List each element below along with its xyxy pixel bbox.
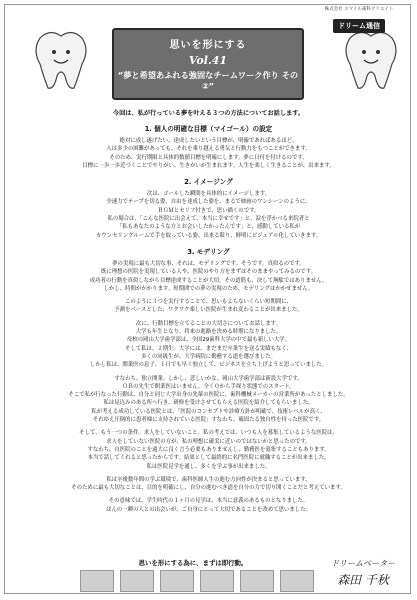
page-title: 思いを形にする [169, 40, 247, 51]
paragraph-line: 求人をしていない医院の方が、私の理想に確実に近いのではないかと思ったのです。 [106, 438, 311, 445]
paragraph-line: しかし私は、開業医の息子。１日でも早く独立して、ビジネスを立ち上げようと思っていました。 [90, 362, 327, 369]
paragraph-line: そして、もう一つの条件。求人をしていないこと。私の考えでは、いつも人を募集しているような医院は、 [79, 430, 338, 437]
volume-label: Vol.41 [188, 54, 228, 67]
photo-strip [80, 570, 310, 592]
intro-text: 今回は、私が行っている夢を叶える３つの方法についてお話します。 [112, 110, 305, 117]
paragraph-line: そのために最も大切なことは、目的を明確にし、自分の進むべき道を自分の力で切り開くことだと考えています。 [71, 485, 346, 492]
paragraph-line: その意味では、学生時代の１ヶ月の見学は、本当に意義のあるものとなりました。 [108, 498, 309, 505]
sections-container [12, 123, 405, 514]
paragraph [12, 497, 405, 514]
tooth-mascot-icon [340, 26, 402, 92]
paragraph-line: 私の場合は、「こんな医院に出会えて、本当に幸せです」と、涙を浮かべる来院者と [107, 216, 310, 223]
paragraph [12, 320, 405, 370]
section-title: 2. イメージング [184, 178, 233, 187]
paragraph-line: そこで私が行なった行動は、自分と同じ大学出身の先輩の医院に、歯科機械メーカーの営業所があったとしました。 [68, 392, 349, 399]
section-title: 1. 個人の明確な目標（マイゴール）の設定 [144, 125, 273, 133]
header [0, 0, 417, 110]
paragraph [12, 137, 405, 170]
paragraph-line: 予測をベースとした、ワクワク楽しい医院が生まれ変わることが出来ました。 [114, 307, 303, 314]
paragraph [12, 298, 405, 315]
clinic-photo [280, 570, 314, 592]
paragraph [12, 476, 405, 493]
paragraph-line: すなわち、独立開業。しかし、悲しいかな、岡山大学歯学部は新設大学です。 [114, 375, 303, 382]
clinic-photo [80, 570, 114, 592]
clinic-photo [160, 570, 194, 592]
clinic-photo [240, 570, 274, 592]
section-title: 3. モデリング [187, 247, 230, 256]
paragraph [12, 260, 405, 293]
paragraph-line: しかし、時間がかかります。短期間での夢の実現のため、モデリングはかかせません。 [103, 285, 314, 292]
paragraph-line: このように３つを実行することで、思いもよらないくらい短期間に、 [124, 299, 292, 306]
paragraph-line: そのため、実行期限と具体的数値目標を明確にします。夢に日付を付けるのです。 [109, 154, 308, 161]
clinic-photo [200, 570, 234, 592]
paragraph-line: ほんの一瞬の人との出会いが、ご自身にとって大切であることを改めて思いました。 [106, 506, 311, 513]
paragraph-line: 本当で話してくれると思ったからです。結果として最終的に名門医院に就職することが出来ました。 [87, 455, 330, 462]
paragraph-line: 次は、ゴールした瞬間を具体的にイメージします。 [146, 191, 271, 198]
paragraph-line: すなわち、自医院のことを遠大に良く言う必要もありませんし、勤務医を募集することもあります。 [87, 446, 330, 453]
paragraph-line: 「私もあなたのような方とお会いしたかったんです」と、感動している私が [116, 224, 301, 231]
paragraph-line: 成功者の行動を真似しながら目標達成することが大切。その道筋も、決して無駄ではありません。 [89, 277, 328, 284]
paragraph-line: 夢の実現に最も大切な事、それは、モデリングです。そうです。真似るのです。 [112, 260, 305, 267]
paragraph [12, 190, 405, 240]
signature-name: 森田 千秋 [337, 573, 389, 587]
brand-company: 株式会社 スマイル歯科クリエイト [324, 7, 394, 12]
paragraph-line: 多くの同級生が、大学病院に勤務する道を選びました。 [141, 353, 276, 360]
paragraph-line: 私は見込みのある所へ行き、研修を受けさせてもらえる医院を紹介してもらいました。 [103, 400, 314, 407]
paragraph-line: 私は医院見学を通し、多くを学ぶ事が出来ました。 [146, 463, 271, 470]
paragraph-line: 私が考える成功している医院とは、「医院のコンセプトや診療方針が明確で、技術レベルが高く、 [91, 408, 326, 415]
paragraph-line: 既に理想の医院を実現している人や、医院のやり方をまずはそのままやってみるのです。 [100, 269, 317, 276]
paragraph [12, 429, 405, 470]
paragraph-line: ＢＧＭとセリフ付きで、思い描くのです。 [157, 207, 260, 214]
paragraph-line: 母校の岡山大学歯学部は、全国29歯科大学の中で最も新しい大学。 [126, 337, 291, 344]
paragraph-line: 次に、行動目標を立てることの大切さについてお話します。 [135, 320, 281, 327]
title-box [112, 28, 304, 100]
paragraph-line: それゆえ圧倒的に患者様に支持されている医院」すなわち、確固たる独自性を持った医院です。 [92, 417, 325, 424]
paragraph-line: 私は卒後数年間の学ぶ環境で、歯科医師人生の進む方向性が決まると思っています。 [106, 476, 311, 483]
paragraph [12, 375, 405, 425]
paragraph-line: 大学６年生となり、将来の進路を決める時期になりました。 [135, 329, 282, 336]
brand-label: ドリーム通信 [333, 19, 385, 33]
footer-call-to-action: 思いを形にする為に、まずは即行動。 [138, 559, 248, 567]
tooth-mascot-icon [30, 28, 92, 92]
paragraph-line: そして私は、２期生。大学には、まだまだ卒業生を送る実績もなく、 [124, 345, 292, 352]
clinic-photo [120, 570, 154, 592]
paragraph-line: 人は多少の困難があっても、それを乗り越える勇気と行動力をもつことができます。 [106, 146, 311, 153]
brand-block [313, 6, 405, 33]
paragraph-line: 全速力でテープを切る姿、自由を達成した姿を、まるで映画のワンシーンのように、 [106, 199, 311, 206]
paragraph-line: 目標に一歩一歩近づくことでやりがい、生きがいが生まれます。人生を楽しく生きることが、出来ます。 [82, 162, 335, 169]
page-subtitle: “夢と希望あふれる強固なチームワーク作り その②” [117, 70, 299, 91]
paragraph-line: カウンセリングルームで手を取っている姿、出来る限り、鮮明にビジュアル化していきます。 [95, 232, 322, 239]
signature-caption: ドリームベーター [331, 559, 395, 568]
signature-block [323, 558, 403, 588]
article-body [12, 108, 405, 519]
paragraph-line: ＯＢの先生で開業医はいません。全く０から手探り状態でのスタート。 [122, 383, 295, 390]
paragraph-line: 絶対に成し遂げたい、達成したいという目標が、明確であればあるほど、 [119, 138, 298, 144]
